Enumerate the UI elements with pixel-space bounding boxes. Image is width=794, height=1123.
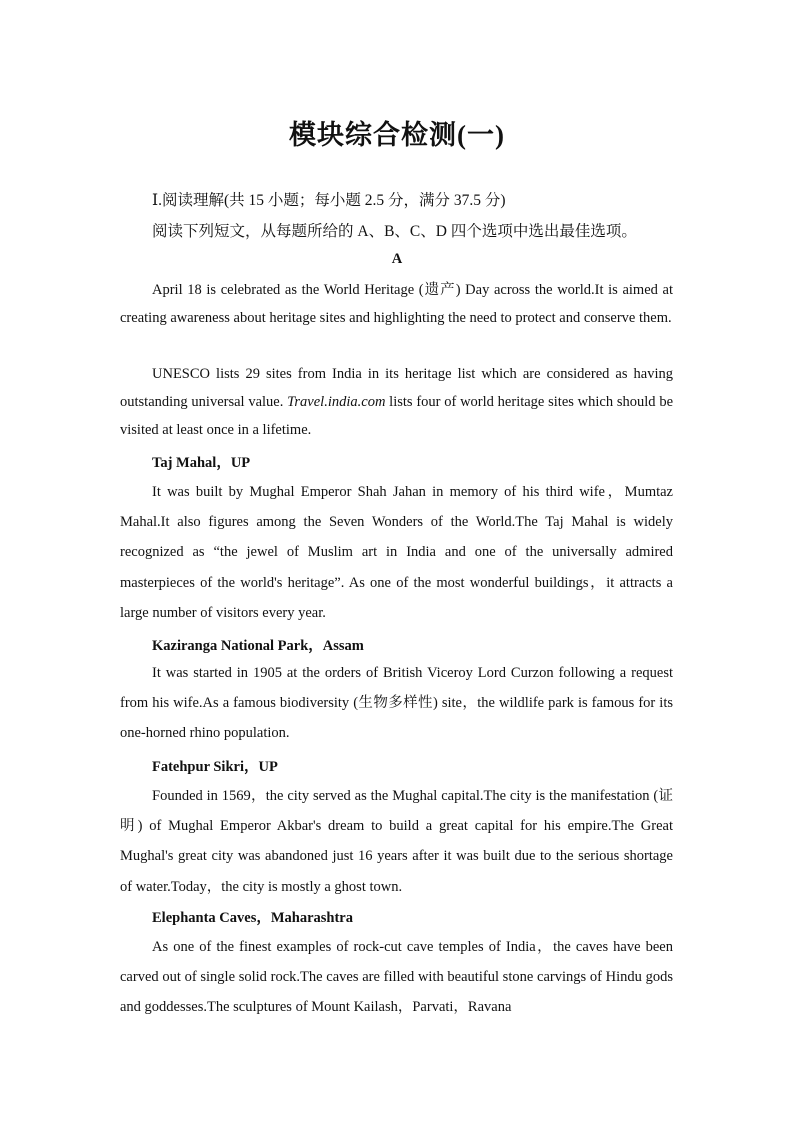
passage-label: A (391, 251, 403, 267)
site-text-kaziranga: It was started in 1905 at the orders of British Viceroy Lord Curzon following a request from his wife.As a famous biodiversity (生物多样性) site，the wildlife park is famous for its one-horned rhino population. (120, 665, 673, 742)
intro-paragraph-1: April 18 is celebrated as the World Heritage (遗产) Day across the world.It is aimed at creating awareness about heritage sites and highlighting the need to protect and conserve them. (120, 282, 673, 326)
instruction-text: 阅读下列短文，从每题所给的 A、B、C、D 四个选项中选出最佳选项。 (152, 223, 637, 240)
intro-paragraph-2-part-b: lists four of world heritage sites which should be visited at least once in a lifetime. (120, 394, 674, 438)
site-heading-kaziranga: Kaziranga National Park，Assam (152, 638, 364, 654)
site-text-elephanta-caves: As one of the finest examples of rock-cut cave temples of India，the caves have been carved out of single solid rock.The caves are filled with beautiful stone carvings of Hindu gods and goddesses.The sculptures of Mount Kailash，Parvati，Ravana (120, 939, 673, 1015)
intro-paragraph-2 (120, 360, 673, 444)
website-name: Travel.india.com (287, 394, 386, 410)
site-heading-fatehpur-sikri: Fatehpur Sikri，UP (152, 759, 278, 775)
section-heading: Ⅰ.阅读理解(共 15 小题；每小题 2.5 分，满分 37.5 分) (152, 192, 506, 209)
page-title: 模块综合检测(一) (289, 120, 505, 150)
site-heading-taj-mahal: Taj Mahal，UP (152, 455, 251, 471)
intro-paragraph-2-part-a: UNESCO lists 29 sites from India in its heritage list which are considered as having outstanding universal value. (120, 366, 673, 410)
site-heading-elephanta-caves: Elephanta Caves，Maharashtra (152, 910, 353, 926)
site-text-taj-mahal: It was built by Mughal Emperor Shah Jahan in memory of his third wife，Mumtaz Mahal.It also figures among the Seven Wonders of the World.The Taj Mahal is widely recognized as “the jewel of Muslim art in India and one of the universally admired masterpieces of the world's heritage”. As one of the most wonderful buildings，it attracts a large number of visitors every year. (120, 484, 673, 621)
site-text-fatehpur-sikri: Founded in 1569，the city served as the Mughal capital.The city is the manifestation (证明) of Mughal Emperor Akbar's dream to build a great capital for his empire.The Great Mughal's great city was abandoned just 16 years after it was built due to the serious shortage of water.Today，the city is mostly a ghost town. (120, 788, 673, 895)
